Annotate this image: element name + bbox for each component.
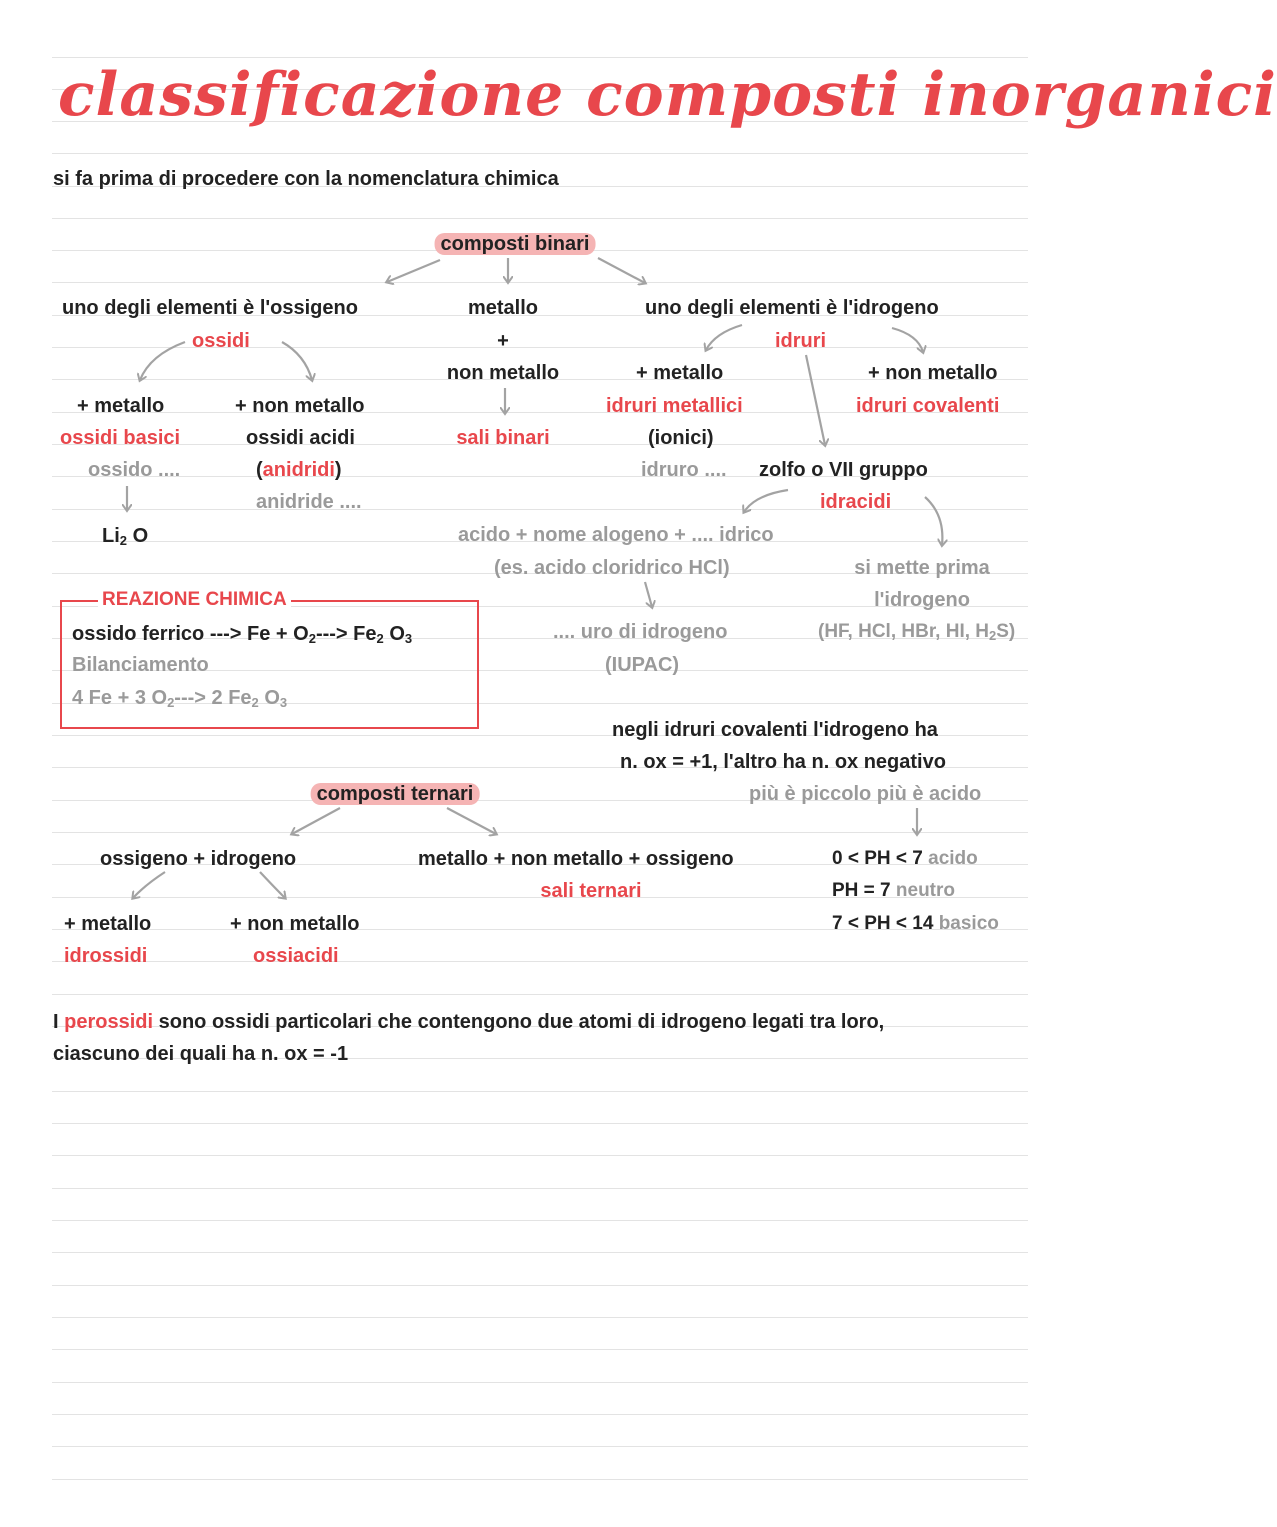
sali-binari: sali binari (456, 427, 550, 449)
iupac-label: (IUPAC) (605, 654, 680, 676)
middle-non-metallo: non metallo (446, 362, 560, 384)
idruri-covalenti: idruri covalenti (856, 395, 1000, 417)
arrow-idracidi-right (925, 497, 942, 545)
sali-ternari-label: sali ternari (540, 880, 642, 902)
idruri-metallo: + metallo (636, 362, 724, 384)
arrow-ternari-left (292, 808, 340, 834)
ossidi-basici: ossidi basici (60, 427, 181, 449)
ternari-non-metallo: + non metallo (230, 913, 360, 935)
ossido-naming: ossido .... (88, 459, 181, 481)
idracidi-label: idracidi (820, 491, 892, 513)
ossidi-non-metallo: + non metallo (235, 395, 365, 417)
ossidi-acidi: ossidi acidi (246, 427, 355, 449)
ionici-label: (ionici) (648, 427, 714, 449)
arrow-binari-right (598, 258, 645, 283)
perossidi-line1: I perossidi sono ossidi particolari che contengono due atomi di idrogeno legati tra loro, (53, 1011, 885, 1033)
idrossidi-label: idrossidi (64, 945, 148, 967)
anidridi-label: (anidridi) (256, 459, 342, 481)
acido-example: (es. acido cloridrico HCl) (494, 557, 730, 579)
zolfo-label: zolfo o VII gruppo (759, 459, 928, 481)
reaction-label: REAZIONE CHIMICA (98, 589, 291, 611)
arrow-ternari-right (447, 808, 496, 834)
idruro-naming: idruro .... (641, 459, 727, 481)
idruri-label: idruri (775, 330, 827, 352)
covalent-note-2: n. ox = +1, l'altro ha n. ox negativo (620, 751, 946, 773)
perossidi-line2: ciascuno dei quali ha n. ox = -1 (53, 1043, 349, 1065)
ph-acid: 0 < PH < 7 acido (832, 848, 978, 869)
ossiacidi-label: ossiacidi (253, 945, 339, 967)
idrogeno-branch: uno degli elementi è l'idrogeno (645, 297, 939, 319)
example-li2o: $Li_2$ O (102, 525, 149, 548)
ossigeno-idrogeno: ossigeno + idrogeno (100, 848, 297, 870)
anidride-naming: anidride .... (256, 491, 362, 513)
ph-neutral: PH = 7 neutro (832, 880, 956, 901)
ternari-metallo: + metallo (64, 913, 152, 935)
composti-binari-heading: composti binari (435, 232, 596, 256)
uro-naming: .... uro di idrogeno (553, 621, 728, 643)
composti-ternari-heading: composti ternari (311, 782, 480, 806)
reaction-line3: 4 Fe + 3 $O_2---> 2$ $Fe_2$ $O_3$ (72, 687, 288, 710)
intro-text: si fa prima di procedere con la nomenclatura chimica (53, 168, 559, 190)
arrow-binari-left (387, 260, 440, 282)
ph-basic: 7 < PH < 14 basico (832, 913, 999, 934)
page-title: classificazione composti inorganici (58, 60, 1277, 130)
middle-metallo: metallo (467, 297, 539, 319)
reaction-line1: ossido ferrico ---> $Fe + O_2---> Fe_2$ $O_3$ (72, 623, 413, 646)
acido-naming: acido + nome alogeno + .... idrico (458, 524, 774, 546)
prima-line1: si mette prima (854, 557, 990, 579)
arrow-acido-down (645, 582, 652, 607)
ossidi-label: ossidi (192, 330, 250, 352)
ossigeno-branch: uno degli elementi è l'ossigeno (62, 297, 358, 319)
prima-line2: l'idrogeno (874, 589, 970, 611)
covalent-note-1: negli idruri covalenti l'idrogeno ha (612, 719, 938, 741)
middle-plus: + (497, 330, 509, 352)
arrow-ossi-left (133, 872, 165, 898)
sali-ternari-formula: metallo + non metallo + ossigeno (418, 848, 734, 870)
arrow-ossi-right (260, 872, 285, 898)
idruri-non-metallo: + non metallo (868, 362, 998, 384)
arrow-idruri-right (892, 328, 923, 352)
idruri-metallici: idruri metallici (606, 395, 743, 417)
covalent-note-3: più è piccolo più è acido (749, 783, 982, 805)
ossidi-metallo: + metallo (77, 395, 165, 417)
arrow-idruri-down (806, 355, 825, 445)
idracidi-examples: (HF, HCl, HBr, HI, $H_2S$) (818, 621, 1016, 643)
reaction-balancing: Bilanciamento (72, 654, 209, 676)
